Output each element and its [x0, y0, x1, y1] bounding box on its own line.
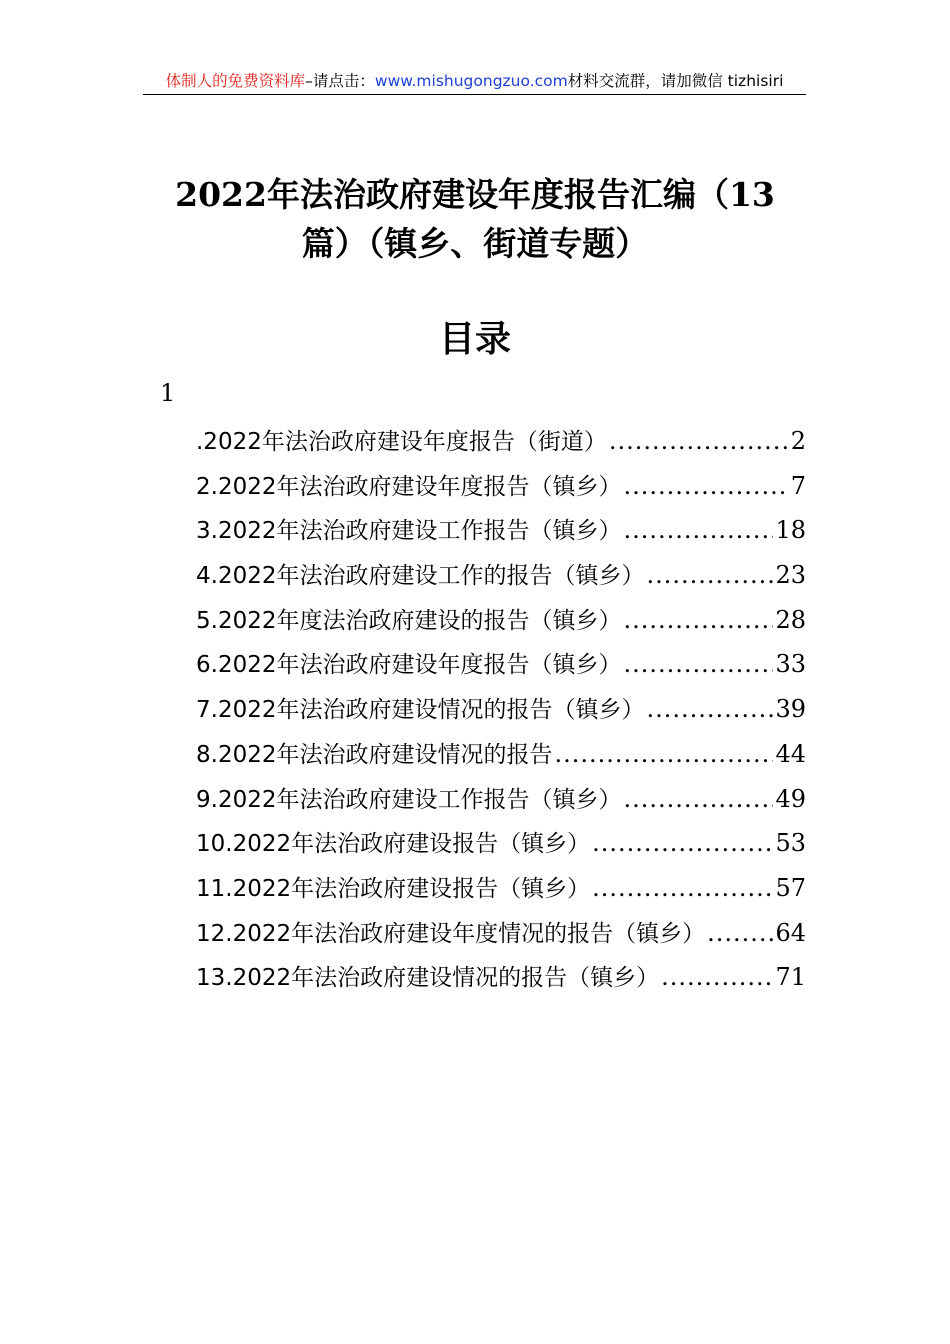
toc-entry-label: 5.2022年度法治政府建设的报告（镇乡）: [196, 607, 622, 634]
document-title: [150, 170, 800, 268]
toc-leader: [646, 687, 773, 732]
toc-entry[interactable]: [196, 419, 806, 464]
toc-entry[interactable]: [196, 732, 806, 777]
toc-leader: [623, 642, 773, 687]
toc-leader: [623, 598, 773, 643]
toc-entry-page: 49: [775, 784, 806, 813]
toc-entry-label: 3.2022年法治政府建设工作报告（镇乡）: [196, 518, 622, 545]
toc-entry-label: .2022年法治政府建设年度报告（街道）: [196, 429, 607, 455]
document-title-line1: 2022年法治政府建设年度报告汇编（13: [175, 175, 775, 214]
toc-entry-label: 9.2022年法治政府建设工作报告（镇乡）: [196, 786, 622, 813]
toc-entry-label: 13.2022年法治政府建设情况的报告（镇乡）: [196, 965, 660, 992]
header-link[interactable]: www.mishugongzuo.com: [374, 72, 568, 90]
toc-leader: [592, 821, 773, 866]
toc-entry-label: 11.2022年法治政府建设报告（镇乡）: [196, 875, 591, 902]
toc-entry-page: 53: [775, 829, 806, 858]
toc-leader: [623, 464, 788, 509]
toc-entry[interactable]: [196, 598, 806, 643]
toc-entry[interactable]: [196, 464, 806, 509]
toc-entry-page: 39: [775, 695, 806, 724]
toc-entry-label: 6.2022年法治政府建设年度报告（镇乡）: [196, 652, 622, 679]
toc-entry-page: 64: [775, 918, 806, 947]
toc-entry[interactable]: [196, 508, 806, 553]
toc-entry-page: 44: [775, 739, 806, 768]
toc-leader: [623, 508, 773, 553]
toc-leader: [623, 777, 773, 822]
toc-entry-label: 7.2022年法治政府建设情况的报告（镇乡）: [196, 697, 645, 724]
toc-entry-page: 71: [775, 963, 806, 992]
toc-entry-page: 28: [775, 605, 806, 634]
page-header: [143, 68, 806, 95]
toc-entry[interactable]: [196, 642, 806, 687]
toc-entry-page: 7: [790, 471, 806, 500]
toc-entry-label: 4.2022年法治政府建设工作的报告（镇乡）: [196, 563, 645, 590]
document-title-line2: 篇）（镇乡、街道专题）: [301, 224, 649, 263]
toc-entry[interactable]: [196, 955, 806, 1000]
toc-entry-page: 33: [775, 650, 806, 679]
stray-number: 1: [160, 379, 176, 407]
header-tail: 材料交流群，请加微信 tizhisiri: [567, 72, 784, 90]
toc-heading: 目录: [438, 318, 511, 360]
toc-entry[interactable]: [196, 553, 806, 598]
toc-leader: [646, 553, 773, 598]
table-of-contents: [196, 419, 806, 1000]
toc-entry-page: 23: [775, 561, 806, 590]
toc-entry[interactable]: [196, 911, 806, 956]
header-prompt: –请点击：: [305, 72, 375, 90]
toc-entry[interactable]: [196, 687, 806, 732]
toc-entry[interactable]: [196, 866, 806, 911]
toc-leader: [592, 866, 773, 911]
toc-entry-page: 57: [775, 873, 806, 902]
toc-entry-label: 2.2022年法治政府建设年度报告（镇乡）: [196, 473, 622, 500]
toc-leader: [661, 955, 773, 1000]
toc-leader: [554, 732, 773, 777]
toc-entry-label: 8.2022年法治政府建设情况的报告: [196, 741, 553, 768]
toc-leader: [609, 419, 789, 464]
toc-entry[interactable]: [196, 821, 806, 866]
toc-entry-page: 18: [775, 516, 806, 545]
toc-entry-page: 2: [790, 427, 806, 455]
toc-entry-label: 12.2022年法治政府建设年度情况的报告（镇乡）: [196, 920, 706, 947]
toc-entry-label: 10.2022年法治政府建设报告（镇乡）: [196, 831, 591, 858]
toc-entry[interactable]: [196, 777, 806, 822]
toc-leader: [707, 911, 773, 956]
header-brand: 体制人的免费资料库: [165, 72, 306, 90]
